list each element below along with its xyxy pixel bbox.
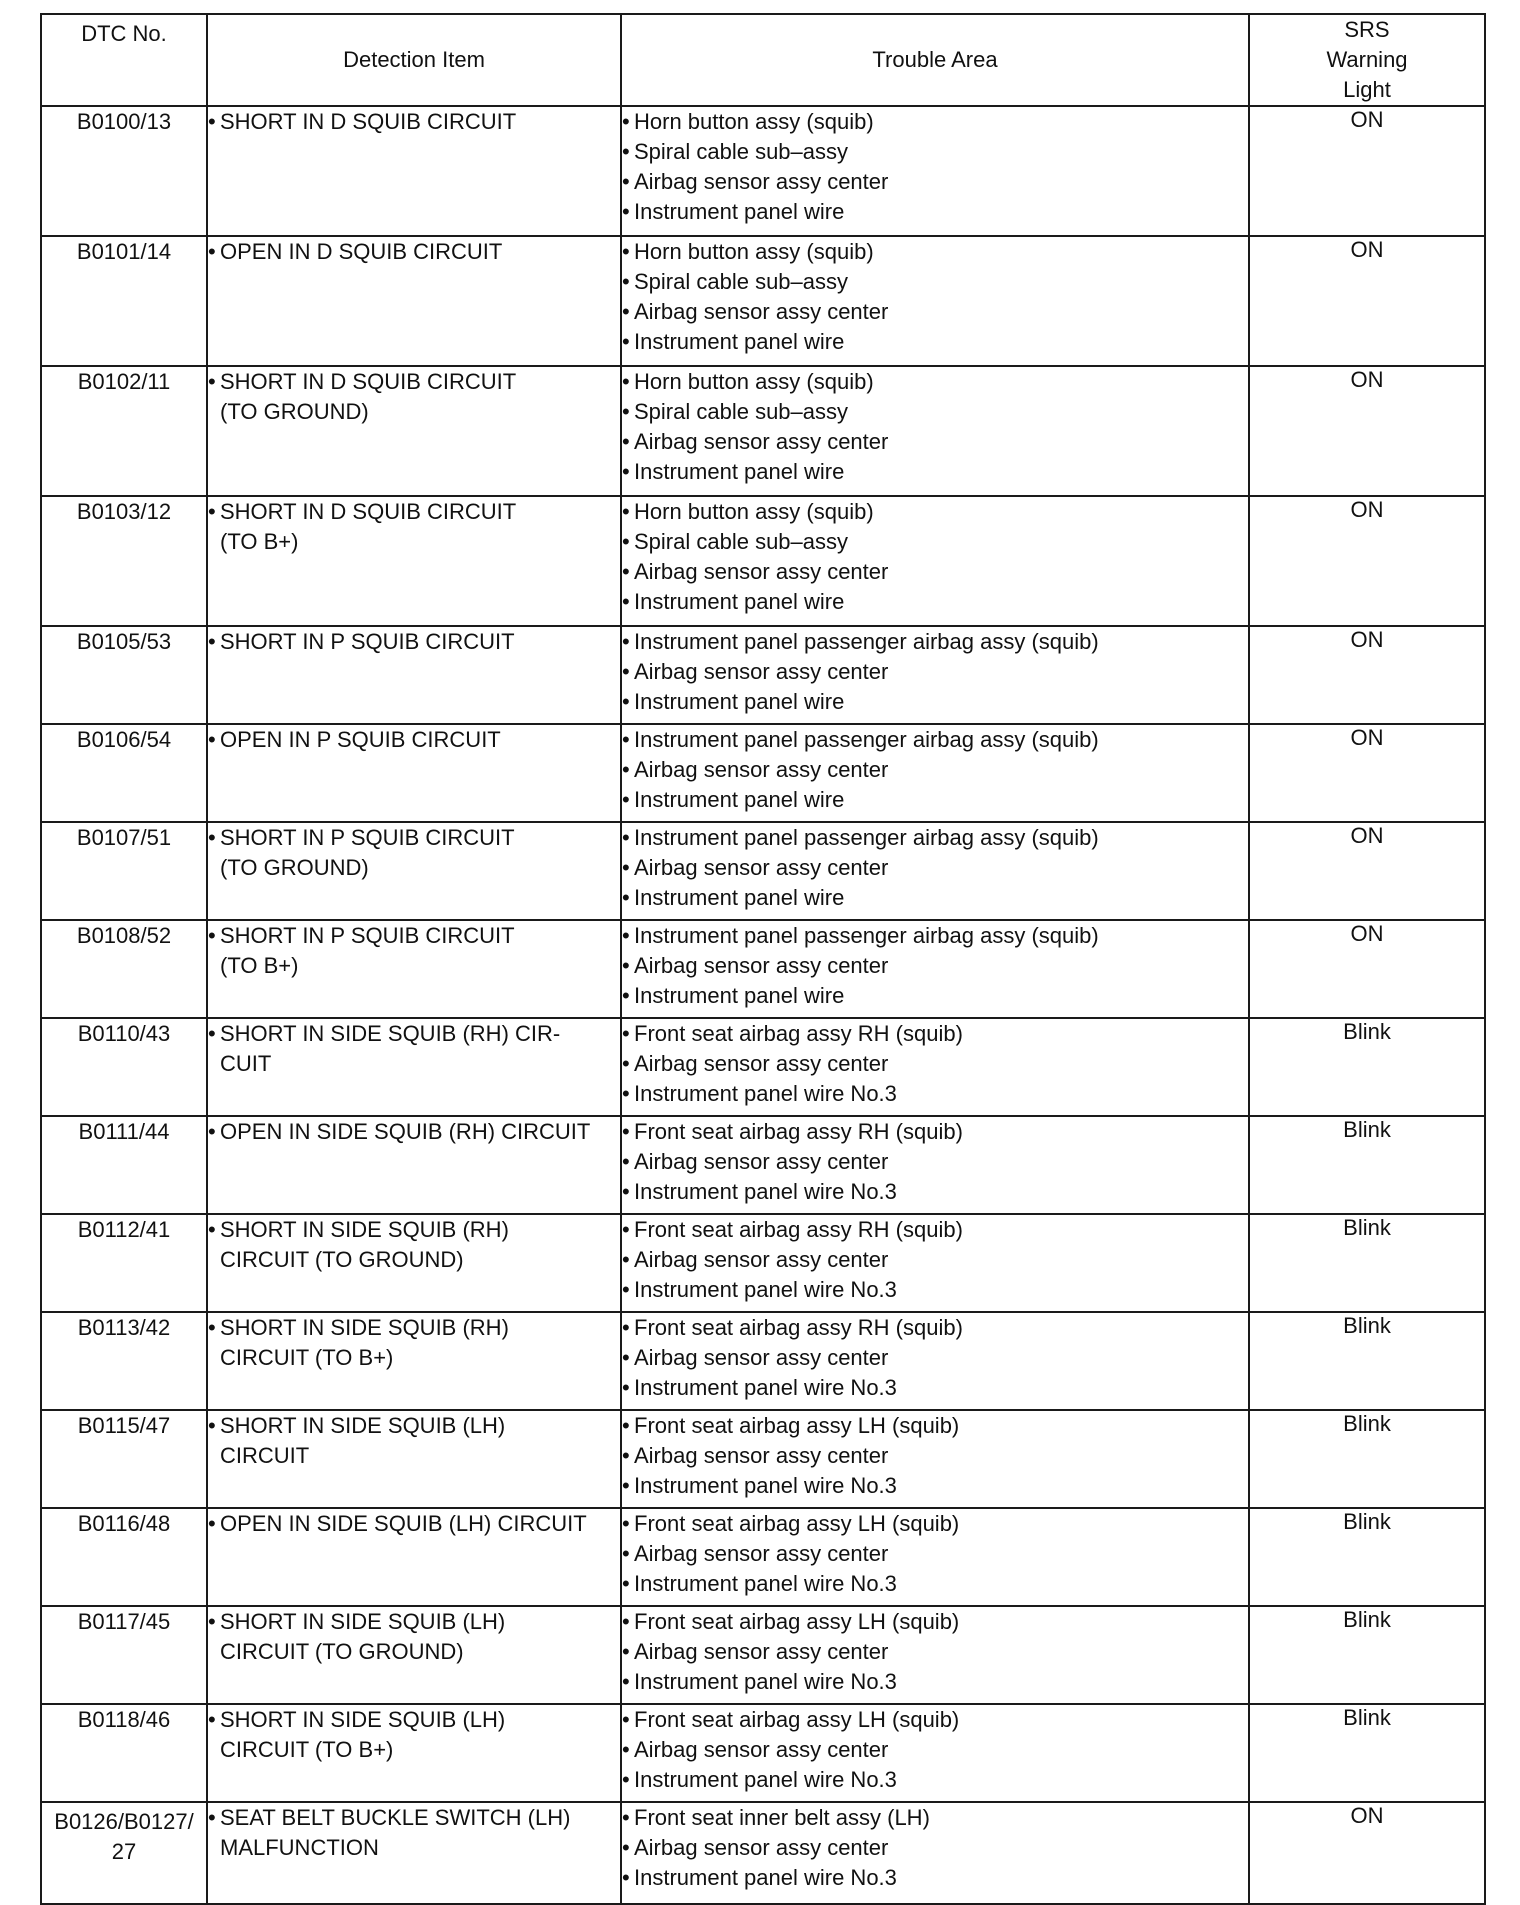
trouble-area-item: • Instrument panel wire No.3 bbox=[622, 1667, 1248, 1697]
bullet-icon: • bbox=[622, 1149, 630, 1174]
detection-item bbox=[207, 1410, 621, 1508]
trouble-area-item: • Airbag sensor assy center bbox=[622, 1147, 1248, 1177]
bullet-icon: • bbox=[208, 369, 216, 394]
bullet-icon: • bbox=[622, 689, 630, 714]
bullet-icon: • bbox=[208, 109, 216, 134]
trouble-area-item: • Airbag sensor assy center bbox=[622, 1049, 1248, 1079]
detection-line: SHORT IN P SQUIB CIRCUIT bbox=[220, 825, 515, 850]
detection-item bbox=[207, 236, 621, 366]
trouble-area-item: • Instrument panel wire bbox=[622, 457, 1248, 487]
bullet-icon: • bbox=[208, 1413, 216, 1438]
trouble-area-item: • Instrument panel wire No.3 bbox=[622, 1471, 1248, 1501]
bullet-icon: • bbox=[208, 1217, 216, 1242]
srs-warning-light-status: Blink bbox=[1249, 1508, 1485, 1606]
table-row bbox=[41, 496, 1485, 626]
detection-line: OPEN IN P SQUIB CIRCUIT bbox=[220, 727, 501, 752]
trouble-area-item: • Airbag sensor assy center bbox=[622, 1539, 1248, 1569]
trouble-area-item: • Airbag sensor assy center bbox=[622, 167, 1248, 197]
bullet-icon: • bbox=[622, 1835, 630, 1860]
bullet-icon: • bbox=[622, 269, 630, 294]
bullet-icon: • bbox=[622, 1345, 630, 1370]
detection-item bbox=[207, 724, 621, 822]
detection-line: (TO GROUND) bbox=[220, 855, 369, 880]
bullet-icon: • bbox=[622, 199, 630, 224]
bullet-icon: • bbox=[208, 923, 216, 948]
dtc-code: B0117/45 bbox=[41, 1606, 207, 1704]
bullet-icon: • bbox=[622, 953, 630, 978]
trouble-area-item: • Airbag sensor assy center bbox=[622, 1735, 1248, 1765]
table-row bbox=[41, 724, 1485, 822]
srs-warning-light-status: Blink bbox=[1249, 1312, 1485, 1410]
table-row bbox=[41, 366, 1485, 496]
bullet-icon: • bbox=[208, 499, 216, 524]
bullet-icon: • bbox=[622, 329, 630, 354]
trouble-area-item: • Instrument panel wire No.3 bbox=[622, 1863, 1248, 1893]
detection-line: OPEN IN SIDE SQUIB (LH) CIRCUIT bbox=[220, 1511, 587, 1536]
detection-line: (TO B+) bbox=[220, 953, 299, 978]
detection-item bbox=[207, 1802, 621, 1904]
dtc-code: B0107/51 bbox=[41, 822, 207, 920]
trouble-area-item: • Horn button assy (squib) bbox=[622, 107, 1248, 137]
trouble-area-item: • Airbag sensor assy center bbox=[622, 1637, 1248, 1667]
dtc-code: B0100/13 bbox=[41, 106, 207, 236]
trouble-area bbox=[621, 1606, 1249, 1704]
bullet-icon: • bbox=[208, 1805, 216, 1830]
dtc-table-sheet bbox=[40, 13, 1484, 1905]
table-row bbox=[41, 1116, 1485, 1214]
srs-warning-light-status: Blink bbox=[1249, 1704, 1485, 1802]
trouble-area-item: • Instrument panel wire No.3 bbox=[622, 1765, 1248, 1795]
bullet-icon: • bbox=[208, 1119, 216, 1144]
header-srs-warning-light: SRS Warning Light bbox=[1249, 14, 1485, 106]
header-trouble-area: Trouble Area bbox=[621, 14, 1249, 106]
bullet-icon: • bbox=[208, 825, 216, 850]
detection-line: SHORT IN SIDE SQUIB (RH) bbox=[220, 1315, 509, 1340]
srs-warning-light-status: Blink bbox=[1249, 1116, 1485, 1214]
table-row bbox=[41, 106, 1485, 236]
dtc-code: B0111/44 bbox=[41, 1116, 207, 1214]
table-row bbox=[41, 1018, 1485, 1116]
bullet-icon: • bbox=[622, 787, 630, 812]
trouble-area-item: • Instrument panel wire No.3 bbox=[622, 1079, 1248, 1109]
bullet-icon: • bbox=[622, 1805, 630, 1830]
trouble-area-item: • Spiral cable sub–assy bbox=[622, 267, 1248, 297]
bullet-icon: • bbox=[622, 885, 630, 910]
trouble-area-item: • Front seat airbag assy RH (squib) bbox=[622, 1313, 1248, 1343]
srs-warning-light-status: Blink bbox=[1249, 1410, 1485, 1508]
bullet-icon: • bbox=[622, 1315, 630, 1340]
detection-line: MALFUNCTION bbox=[220, 1835, 379, 1860]
detection-line: SHORT IN D SQUIB CIRCUIT bbox=[220, 499, 517, 524]
dtc-code: B0103/12 bbox=[41, 496, 207, 626]
srs-warning-light-status: Blink bbox=[1249, 1214, 1485, 1312]
trouble-area-item: • Front seat airbag assy LH (squib) bbox=[622, 1411, 1248, 1441]
trouble-area-item: • Front seat airbag assy LH (squib) bbox=[622, 1607, 1248, 1637]
trouble-area-item: • Airbag sensor assy center bbox=[622, 1245, 1248, 1275]
trouble-area-item: • Horn button assy (squib) bbox=[622, 497, 1248, 527]
trouble-area-item: • Instrument panel passenger airbag assy (squib) bbox=[622, 627, 1248, 657]
detection-line: SHORT IN D SQUIB CIRCUIT bbox=[220, 369, 517, 394]
srs-warning-light-status: ON bbox=[1249, 920, 1485, 1018]
trouble-area-item: • Horn button assy (squib) bbox=[622, 237, 1248, 267]
detection-line: CIRCUIT bbox=[220, 1443, 310, 1468]
table-row bbox=[41, 1312, 1485, 1410]
bullet-icon: • bbox=[622, 169, 630, 194]
dtc-code: B0115/47 bbox=[41, 1410, 207, 1508]
bullet-icon: • bbox=[208, 1021, 216, 1046]
bullet-icon: • bbox=[622, 1217, 630, 1242]
bullet-icon: • bbox=[622, 1571, 630, 1596]
trouble-area-item: • Airbag sensor assy center bbox=[622, 755, 1248, 785]
dtc-code: B0101/14 bbox=[41, 236, 207, 366]
bullet-icon: • bbox=[208, 1609, 216, 1634]
srs-warning-light-status: ON bbox=[1249, 822, 1485, 920]
bullet-icon: • bbox=[622, 1277, 630, 1302]
detection-line: SHORT IN SIDE SQUIB (RH) bbox=[220, 1217, 509, 1242]
trouble-area-item: • Instrument panel wire bbox=[622, 197, 1248, 227]
dtc-table bbox=[40, 13, 1486, 1905]
trouble-area bbox=[621, 236, 1249, 366]
trouble-area-item: • Airbag sensor assy center bbox=[622, 951, 1248, 981]
bullet-icon: • bbox=[208, 1511, 216, 1536]
trouble-area bbox=[621, 920, 1249, 1018]
bullet-icon: • bbox=[622, 1541, 630, 1566]
bullet-icon: • bbox=[622, 1511, 630, 1536]
trouble-area-item: • Instrument panel wire bbox=[622, 883, 1248, 913]
table-row bbox=[41, 1606, 1485, 1704]
detection-item bbox=[207, 1312, 621, 1410]
bullet-icon: • bbox=[622, 459, 630, 484]
bullet-icon: • bbox=[622, 139, 630, 164]
header-dtc-no: DTC No. bbox=[41, 14, 207, 106]
table-row bbox=[41, 1508, 1485, 1606]
detection-item bbox=[207, 366, 621, 496]
trouble-area-item: • Instrument panel wire bbox=[622, 981, 1248, 1011]
bullet-icon: • bbox=[622, 1375, 630, 1400]
dtc-code: B0112/41 bbox=[41, 1214, 207, 1312]
bullet-icon: • bbox=[622, 825, 630, 850]
trouble-area-item: • Horn button assy (squib) bbox=[622, 367, 1248, 397]
detection-line: SHORT IN D SQUIB CIRCUIT bbox=[220, 109, 517, 134]
bullet-icon: • bbox=[622, 239, 630, 264]
table-body bbox=[41, 106, 1485, 1904]
detection-item bbox=[207, 1508, 621, 1606]
trouble-area-item: • Front seat inner belt assy (LH) bbox=[622, 1803, 1248, 1833]
bullet-icon: • bbox=[622, 1669, 630, 1694]
bullet-icon: • bbox=[622, 659, 630, 684]
trouble-area-item: • Spiral cable sub–assy bbox=[622, 137, 1248, 167]
table-header-row bbox=[41, 14, 1485, 106]
bullet-icon: • bbox=[622, 1865, 630, 1890]
dtc-code: B0110/43 bbox=[41, 1018, 207, 1116]
detection-line: OPEN IN SIDE SQUIB (RH) CIRCUIT bbox=[220, 1119, 591, 1144]
trouble-area bbox=[621, 626, 1249, 724]
srs-warning-light-status: ON bbox=[1249, 1802, 1485, 1904]
srs-warning-light-status: Blink bbox=[1249, 1606, 1485, 1704]
bullet-icon: • bbox=[622, 757, 630, 782]
srs-warning-light-status: Blink bbox=[1249, 1018, 1485, 1116]
detection-item bbox=[207, 920, 621, 1018]
detection-line: CIRCUIT (TO B+) bbox=[220, 1345, 394, 1370]
bullet-icon: • bbox=[208, 629, 216, 654]
table-row bbox=[41, 920, 1485, 1018]
bullet-icon: • bbox=[622, 299, 630, 324]
bullet-icon: • bbox=[208, 1315, 216, 1340]
bullet-icon: • bbox=[622, 1021, 630, 1046]
detection-item bbox=[207, 106, 621, 236]
trouble-area-item: • Front seat airbag assy LH (squib) bbox=[622, 1705, 1248, 1735]
detection-line: SHORT IN P SQUIB CIRCUIT bbox=[220, 923, 515, 948]
srs-warning-light-status: ON bbox=[1249, 724, 1485, 822]
bullet-icon: • bbox=[622, 727, 630, 752]
bullet-icon: • bbox=[622, 1413, 630, 1438]
bullet-icon: • bbox=[622, 369, 630, 394]
trouble-area-item: • Instrument panel wire No.3 bbox=[622, 1177, 1248, 1207]
detection-line: SHORT IN P SQUIB CIRCUIT bbox=[220, 629, 515, 654]
trouble-area-item: • Airbag sensor assy center bbox=[622, 427, 1248, 457]
table-row bbox=[41, 626, 1485, 724]
bullet-icon: • bbox=[622, 855, 630, 880]
trouble-area bbox=[621, 496, 1249, 626]
trouble-area bbox=[621, 366, 1249, 496]
dtc-code: B0108/52 bbox=[41, 920, 207, 1018]
detection-line: (TO B+) bbox=[220, 529, 299, 554]
trouble-area-item: • Front seat airbag assy LH (squib) bbox=[622, 1509, 1248, 1539]
srs-warning-light-status: ON bbox=[1249, 496, 1485, 626]
dtc-code: B0105/53 bbox=[41, 626, 207, 724]
bullet-icon: • bbox=[622, 1737, 630, 1762]
bullet-icon: • bbox=[208, 727, 216, 752]
bullet-icon: • bbox=[622, 629, 630, 654]
trouble-area-item: • Airbag sensor assy center bbox=[622, 557, 1248, 587]
detection-line: CIRCUIT (TO GROUND) bbox=[220, 1247, 464, 1272]
dtc-code: B0116/48 bbox=[41, 1508, 207, 1606]
trouble-area-item: • Instrument panel wire bbox=[622, 327, 1248, 357]
detection-line: OPEN IN D SQUIB CIRCUIT bbox=[220, 239, 503, 264]
bullet-icon: • bbox=[622, 983, 630, 1008]
bullet-icon: • bbox=[622, 1767, 630, 1792]
srs-warning-light-status: ON bbox=[1249, 106, 1485, 236]
table-row bbox=[41, 1802, 1485, 1904]
bullet-icon: • bbox=[622, 1081, 630, 1106]
trouble-area-item: • Instrument panel passenger airbag assy (squib) bbox=[622, 725, 1248, 755]
bullet-icon: • bbox=[622, 1707, 630, 1732]
dtc-code: B0106/54 bbox=[41, 724, 207, 822]
trouble-area-item: • Instrument panel passenger airbag assy (squib) bbox=[622, 921, 1248, 951]
detection-item bbox=[207, 822, 621, 920]
bullet-icon: • bbox=[622, 1119, 630, 1144]
trouble-area-item: • Front seat airbag assy RH (squib) bbox=[622, 1215, 1248, 1245]
detection-item bbox=[207, 1606, 621, 1704]
trouble-area-item: • Airbag sensor assy center bbox=[622, 853, 1248, 883]
detection-item bbox=[207, 1116, 621, 1214]
detection-line: SHORT IN SIDE SQUIB (LH) bbox=[220, 1413, 506, 1438]
trouble-area-item: • Front seat airbag assy RH (squib) bbox=[622, 1117, 1248, 1147]
detection-item bbox=[207, 1214, 621, 1312]
trouble-area-item: • Spiral cable sub–assy bbox=[622, 397, 1248, 427]
table-row bbox=[41, 236, 1485, 366]
trouble-area bbox=[621, 1214, 1249, 1312]
trouble-area bbox=[621, 822, 1249, 920]
detection-line: CIRCUIT (TO B+) bbox=[220, 1737, 394, 1762]
bullet-icon: • bbox=[208, 239, 216, 264]
bullet-icon: • bbox=[622, 1473, 630, 1498]
trouble-area bbox=[621, 1410, 1249, 1508]
table-row bbox=[41, 822, 1485, 920]
dtc-code: B0126/B0127/ 27 bbox=[41, 1802, 207, 1904]
trouble-area-item: • Instrument panel wire No.3 bbox=[622, 1569, 1248, 1599]
trouble-area-item: • Airbag sensor assy center bbox=[622, 1343, 1248, 1373]
trouble-area-item: • Instrument panel wire No.3 bbox=[622, 1275, 1248, 1305]
trouble-area bbox=[621, 106, 1249, 236]
bullet-icon: • bbox=[622, 1609, 630, 1634]
trouble-area bbox=[621, 1704, 1249, 1802]
detection-line: SHORT IN SIDE SQUIB (LH) bbox=[220, 1707, 506, 1732]
bullet-icon: • bbox=[622, 1247, 630, 1272]
bullet-icon: • bbox=[622, 529, 630, 554]
bullet-icon: • bbox=[622, 1443, 630, 1468]
detection-line: (TO GROUND) bbox=[220, 399, 369, 424]
detection-item bbox=[207, 1018, 621, 1116]
detection-line: SHORT IN SIDE SQUIB (LH) bbox=[220, 1609, 506, 1634]
trouble-area-item: • Airbag sensor assy center bbox=[622, 297, 1248, 327]
table-row bbox=[41, 1704, 1485, 1802]
trouble-area-item: • Spiral cable sub–assy bbox=[622, 527, 1248, 557]
bullet-icon: • bbox=[622, 1051, 630, 1076]
header-detection-item: Detection Item bbox=[207, 14, 621, 106]
detection-item bbox=[207, 1704, 621, 1802]
bullet-icon: • bbox=[622, 589, 630, 614]
bullet-icon: • bbox=[622, 499, 630, 524]
trouble-area-item: • Instrument panel wire No.3 bbox=[622, 1373, 1248, 1403]
trouble-area bbox=[621, 1508, 1249, 1606]
table-row bbox=[41, 1214, 1485, 1312]
bullet-icon: • bbox=[622, 429, 630, 454]
trouble-area-item: • Instrument panel wire bbox=[622, 687, 1248, 717]
bullet-icon: • bbox=[208, 1707, 216, 1732]
trouble-area-item: • Airbag sensor assy center bbox=[622, 1441, 1248, 1471]
trouble-area bbox=[621, 1018, 1249, 1116]
detection-line: SEAT BELT BUCKLE SWITCH (LH) bbox=[220, 1805, 571, 1830]
bullet-icon: • bbox=[622, 923, 630, 948]
detection-item bbox=[207, 626, 621, 724]
dtc-code: B0118/46 bbox=[41, 1704, 207, 1802]
srs-warning-light-status: ON bbox=[1249, 626, 1485, 724]
srs-warning-light-status: ON bbox=[1249, 236, 1485, 366]
bullet-icon: • bbox=[622, 559, 630, 584]
trouble-area-item: • Instrument panel wire bbox=[622, 587, 1248, 617]
detection-line: CUIT bbox=[220, 1051, 272, 1076]
trouble-area-item: • Instrument panel passenger airbag assy (squib) bbox=[622, 823, 1248, 853]
bullet-icon: • bbox=[622, 1179, 630, 1204]
detection-line: CIRCUIT (TO GROUND) bbox=[220, 1639, 464, 1664]
bullet-icon: • bbox=[622, 399, 630, 424]
trouble-area bbox=[621, 1312, 1249, 1410]
dtc-code: B0113/42 bbox=[41, 1312, 207, 1410]
detection-line: SHORT IN SIDE SQUIB (RH) CIR- bbox=[220, 1021, 561, 1046]
trouble-area bbox=[621, 1116, 1249, 1214]
srs-warning-light-status: ON bbox=[1249, 366, 1485, 496]
trouble-area-item: • Airbag sensor assy center bbox=[622, 657, 1248, 687]
trouble-area-item: • Airbag sensor assy center bbox=[622, 1833, 1248, 1863]
bullet-icon: • bbox=[622, 1639, 630, 1664]
trouble-area bbox=[621, 1802, 1249, 1904]
trouble-area-item: • Instrument panel wire bbox=[622, 785, 1248, 815]
table-row bbox=[41, 1410, 1485, 1508]
dtc-code: B0102/11 bbox=[41, 366, 207, 496]
detection-item bbox=[207, 496, 621, 626]
bullet-icon: • bbox=[622, 109, 630, 134]
trouble-area bbox=[621, 724, 1249, 822]
trouble-area-item: • Front seat airbag assy RH (squib) bbox=[622, 1019, 1248, 1049]
